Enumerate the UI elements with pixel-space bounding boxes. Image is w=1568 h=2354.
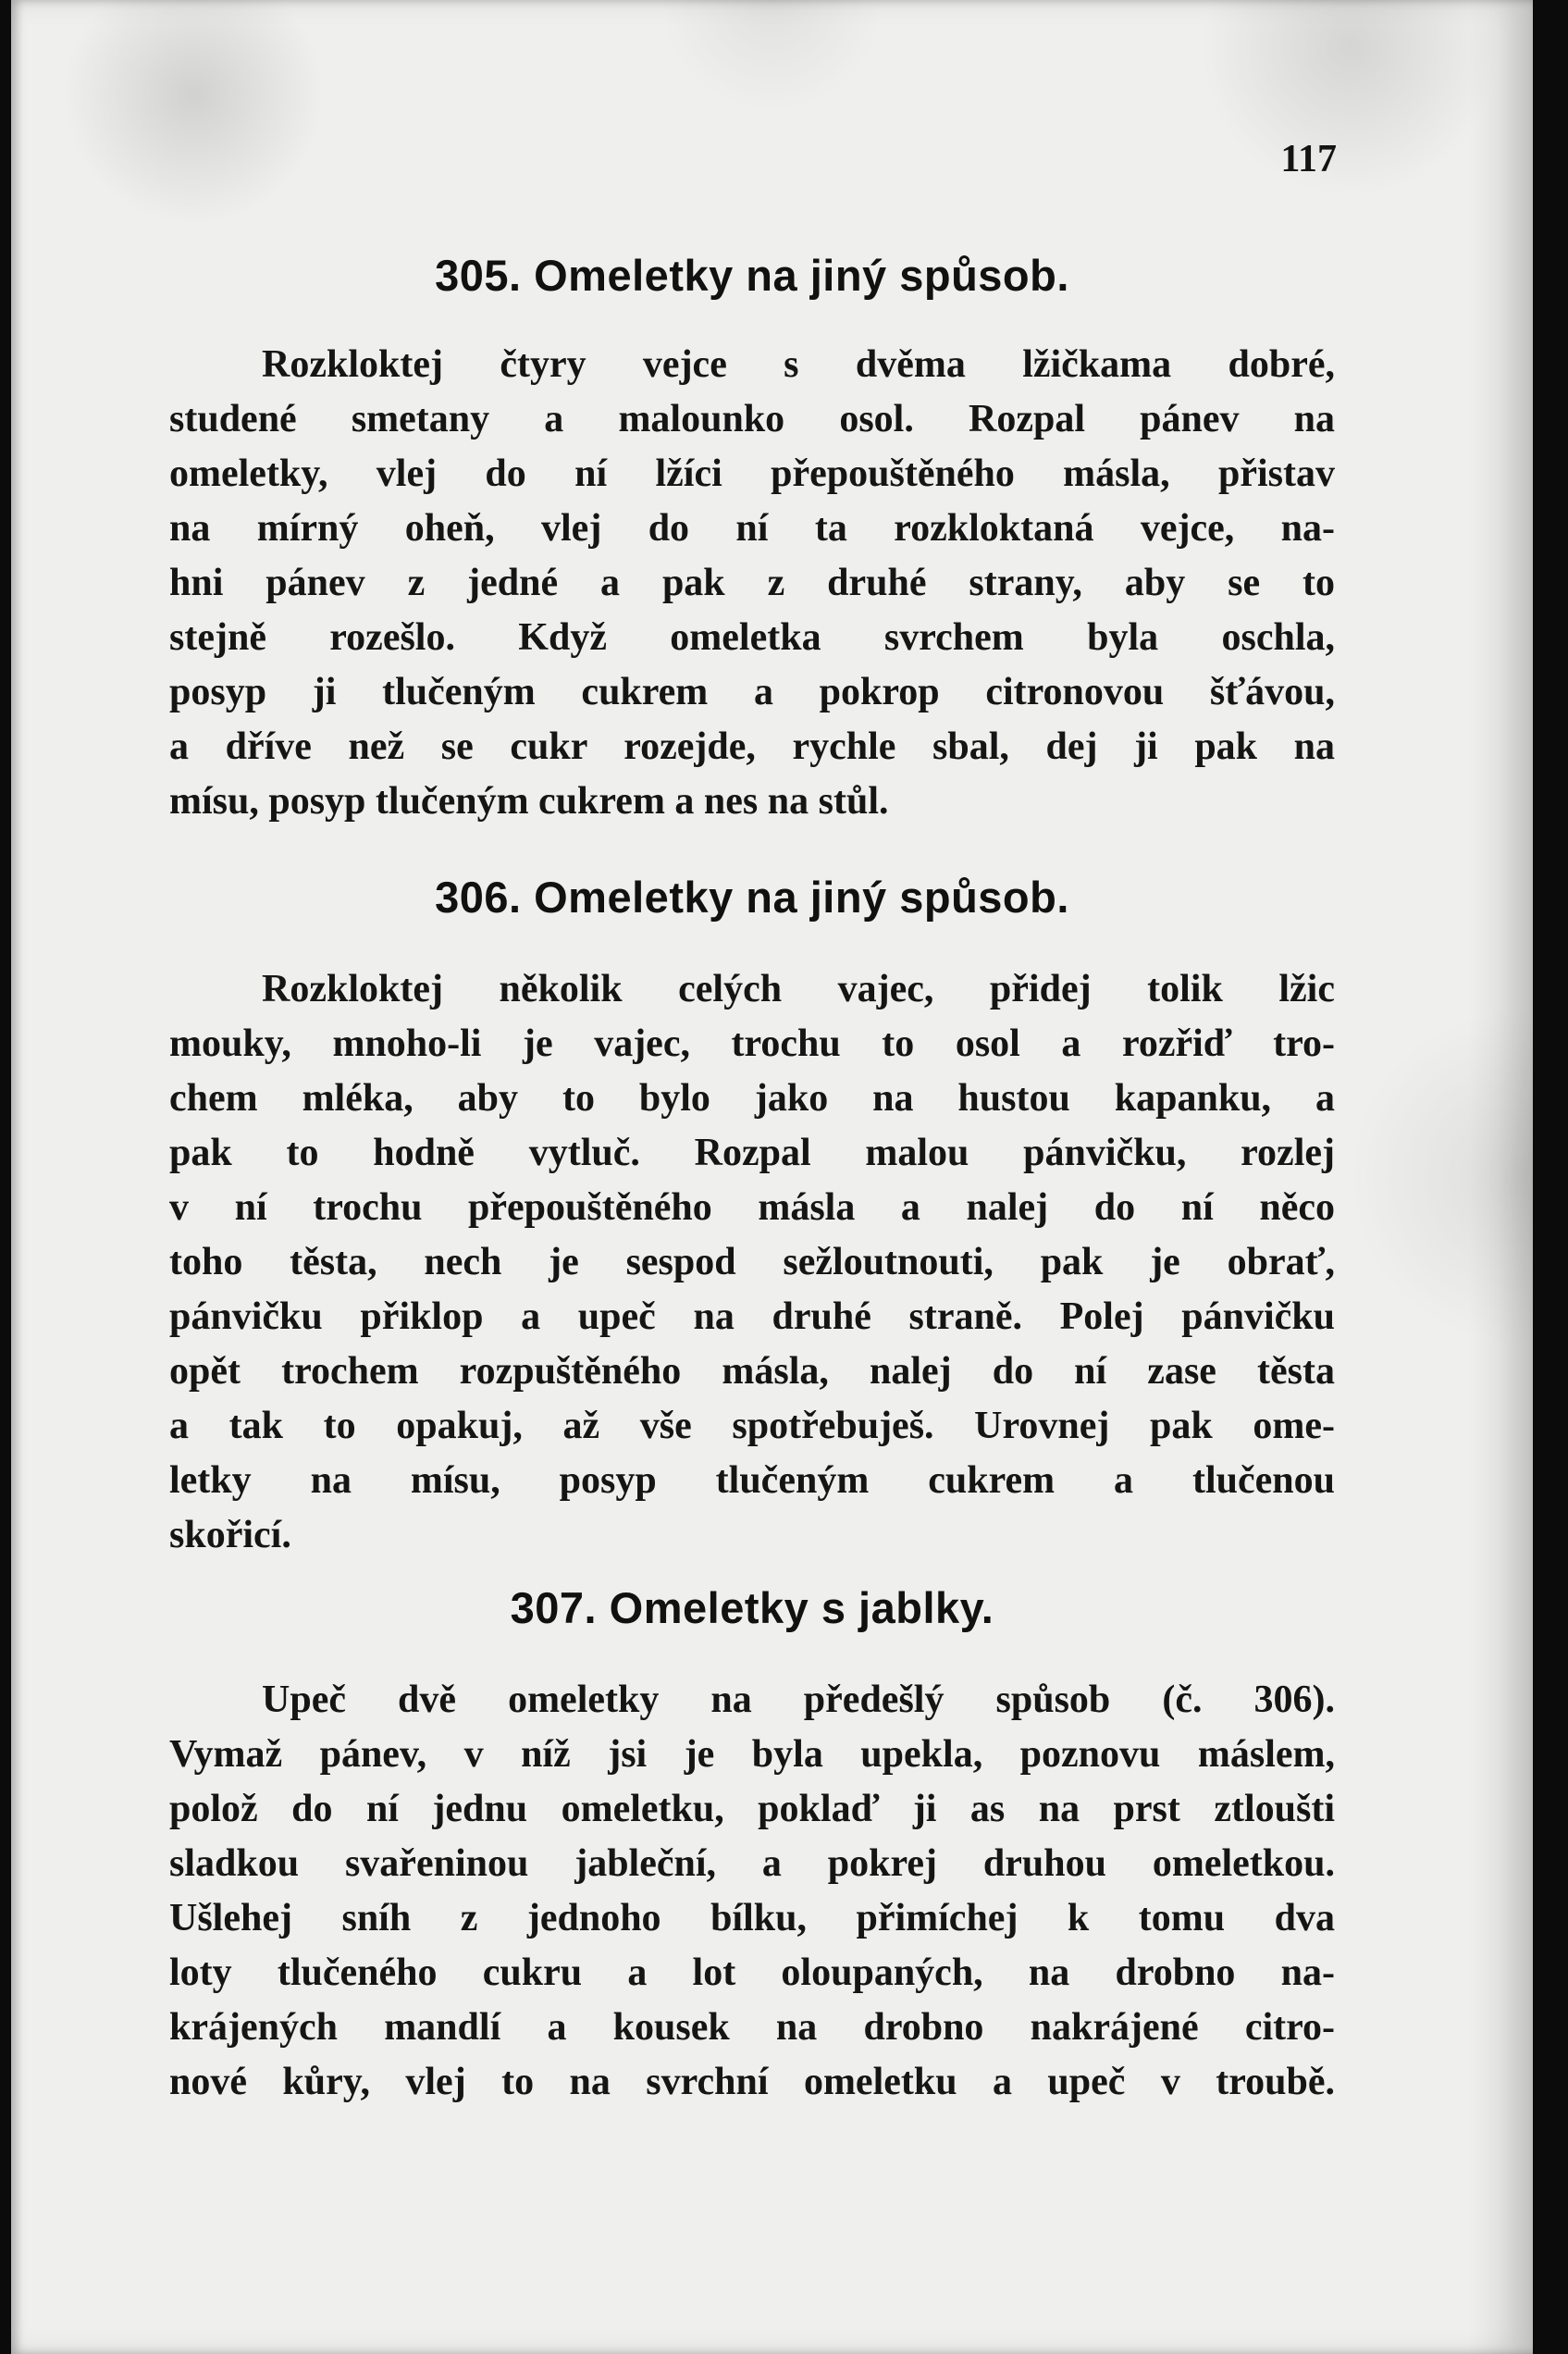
text-line: Vymaž pánev, v níž jsi je byla upekla, poznovu máslem, bbox=[169, 1733, 1335, 1776]
text-line: nové kůry, vlej to na svrchní omeletku a upeč v troubě. bbox=[169, 2061, 1335, 2103]
recipe-heading-306: 306. Omeletky na jiný spůsob. bbox=[435, 873, 1069, 922]
text-line: mísu, posyp tlučeným cukrem a nes na stůl. bbox=[169, 780, 889, 823]
recipe-heading-307: 307. Omeletky s jablky. bbox=[510, 1583, 994, 1632]
page-edge-shade bbox=[1468, 0, 1533, 2354]
text-line: toho těsta, nech je sespod sežloutnouti, pak je obrať, bbox=[169, 1241, 1335, 1283]
text-line: loty tlučeného cukru a lot oloupaných, na drobno na- bbox=[169, 1951, 1335, 1994]
text-line: pak to hodně vytluč. Rozpal malou pánvičku, rozlej bbox=[169, 1132, 1335, 1174]
text-line: na mírný oheň, vlej do ní ta rozkloktaná vejce, na- bbox=[169, 507, 1335, 550]
text-line: studené smetany a malounko osol. Rozpal pánev na bbox=[169, 398, 1335, 440]
page-number: 117 bbox=[1280, 138, 1337, 180]
text-line: pánvičku přiklop a upeč na druhé straně. Polej pánvičku bbox=[169, 1295, 1335, 1338]
text-line: Ušlehej sníh z jednoho bílku, přimíchej k tomu dva bbox=[169, 1897, 1335, 1939]
text-line: posyp ji tlučeným cukrem a pokrop citronovou šťávou, bbox=[169, 671, 1335, 713]
recipe-text-307 bbox=[169, 1673, 1335, 2110]
text-line: krájených mandlí a kousek na drobno nakrájené citro- bbox=[169, 2006, 1335, 2049]
text-line: v ní trochu přepouštěného másla a nalej do ní něco bbox=[169, 1186, 1335, 1229]
text-line: a tak to opakuj, až vše spotřebuješ. Urovnej pak ome- bbox=[169, 1405, 1335, 1447]
text-line: letky na mísu, posyp tlučeným cukrem a tlučenou bbox=[169, 1459, 1335, 1502]
recipe-heading-305: 305. Omeletky na jiný spůsob. bbox=[435, 251, 1069, 300]
text-line: chem mléka, aby to bylo jako na hustou kapanku, a bbox=[169, 1077, 1335, 1120]
text-line: opět trochem rozpuštěného másla, nalej do ní zase těsta bbox=[169, 1350, 1335, 1393]
text-line: omeletky, vlej do ní lžíci přepouštěného másla, přistav bbox=[169, 452, 1335, 495]
text-line: polož do ní jednu omeletku, poklaď ji as na prst ztloušti bbox=[169, 1788, 1335, 1830]
text-line: Upeč dvě omeletky na předešlý spůsob (č. 306). bbox=[262, 1679, 1335, 1721]
text-line: mouky, mnoho-li je vajec, trochu to osol a rozřiď tro- bbox=[169, 1022, 1335, 1065]
text-line: Rozkloktej několik celých vajec, přidej tolik lžic bbox=[262, 968, 1335, 1010]
text-line: stejně rozešlo. Když omeletka svrchem byla oschla, bbox=[169, 616, 1335, 659]
text-line: Rozkloktej čtyry vejce s dvěma lžičkama dobré, bbox=[262, 343, 1335, 386]
text-line: skořicí. bbox=[169, 1514, 291, 1556]
recipe-text-305 bbox=[169, 338, 1335, 829]
text-line: hni pánev z jedné a pak z druhé strany, aby se to bbox=[169, 562, 1335, 604]
text-line: sladkou svařeninou jableční, a pokrej druhou omeletkou. bbox=[169, 1842, 1335, 1885]
text-line: a dříve než se cukr rozejde, rychle sbal, dej ji pak na bbox=[169, 725, 1335, 768]
recipe-text-306 bbox=[169, 962, 1335, 1563]
